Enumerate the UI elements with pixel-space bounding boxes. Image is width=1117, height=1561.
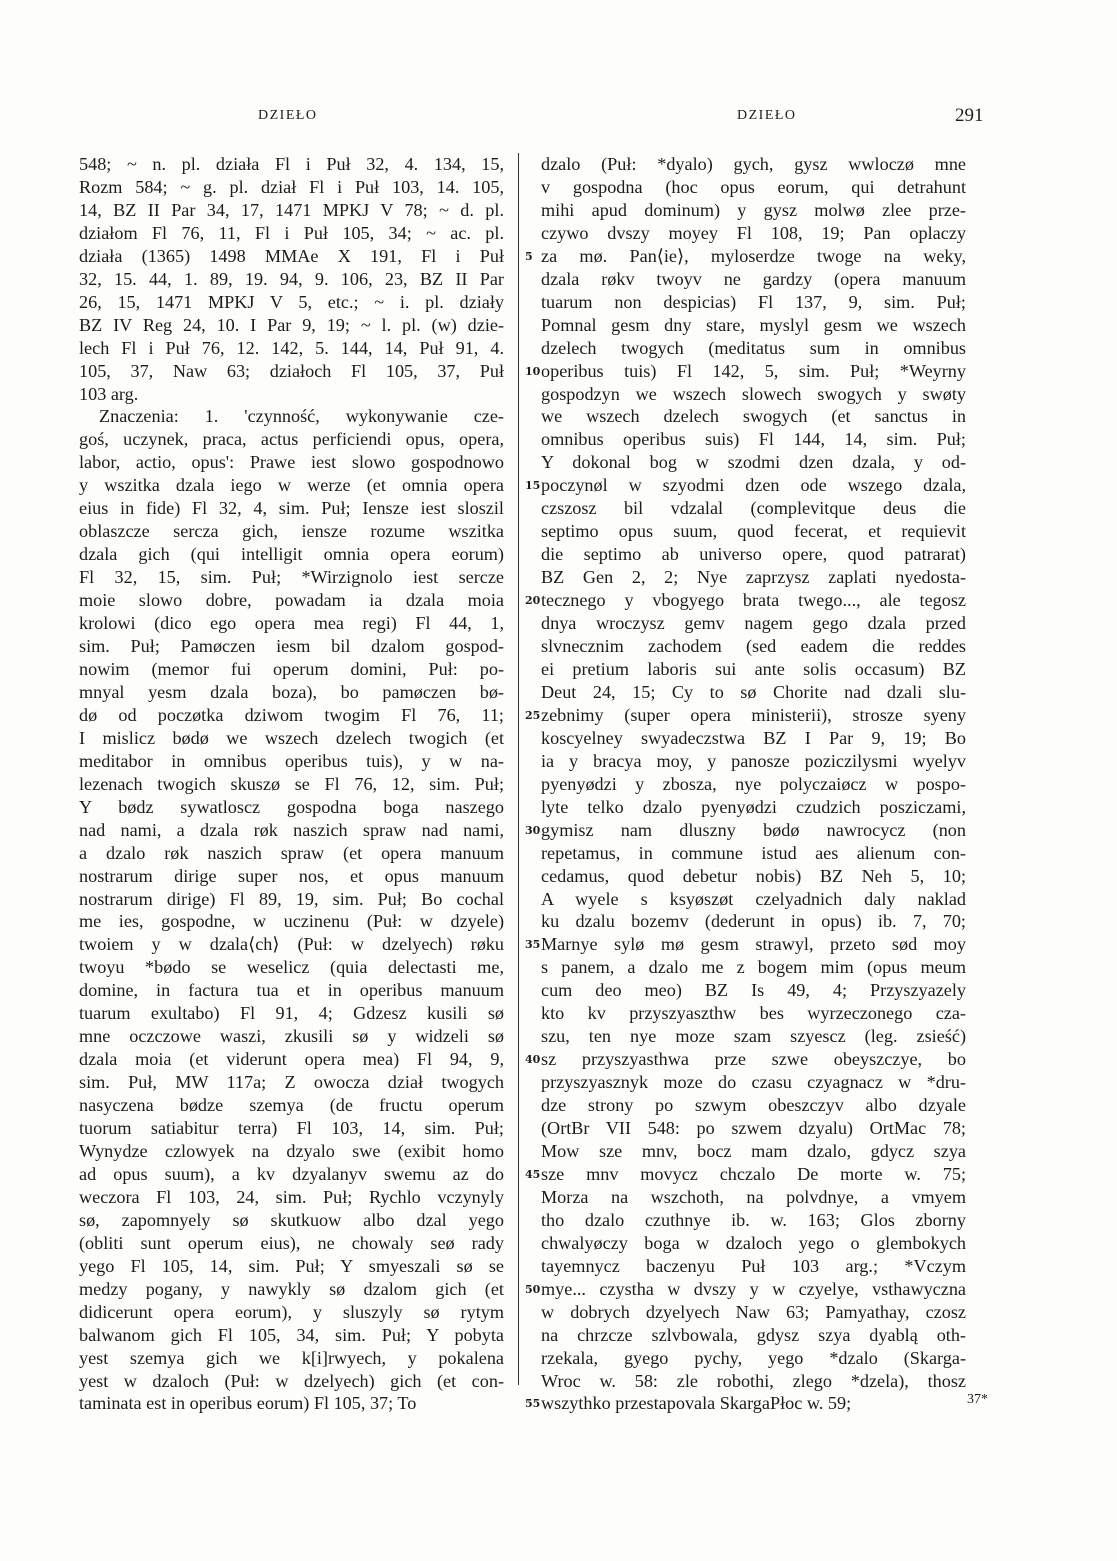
- text-line: me ies, gospodne, w uczinenu (Puł: w dzyele): [79, 911, 504, 932]
- text-line: dzala moia (et viderunt opera mea) Fl 94, 9,: [79, 1049, 504, 1070]
- running-head-left: DZIEŁO: [258, 108, 318, 123]
- text-line: tuorum satiabitur terra) Fl 103, 14, sim. Puł;: [79, 1118, 504, 1139]
- text-line: kto kv przyszyaszthw bes wyrzeczonego cza-: [541, 1003, 966, 1024]
- text-line: Wroc w. 58: zle robothi, zlego *dzela), thosz: [541, 1370, 966, 1391]
- text-line: dzala gich (qui intelligit omnia opera eorum): [79, 544, 504, 565]
- text-line: Morza na wszchoth, na polvdnye, a vmyem: [541, 1186, 966, 1207]
- text-line: ei pretium laboris sui ante solis occasum) BZ: [541, 658, 966, 679]
- printer-signature: 37*: [967, 1392, 988, 1407]
- text-line: za mø. Pan⟨ie⟩, myloserdze twoge na weky,: [541, 245, 966, 266]
- text-line: 103 arg.: [79, 383, 139, 404]
- text-line: tho dzalo czuthnye ib. w. 163; Glos zborny: [541, 1209, 966, 1230]
- line-number: 30: [525, 823, 541, 837]
- text-line: czywo dvszy moyey Fl 108, 19; Pan oplaczy: [541, 222, 966, 243]
- text-line: 14, BZ II Par 34, 17, 1471 MPKJ V 78; ~ d. pl.: [79, 199, 504, 220]
- text-line: dø od poczøtka dziwom twogim Fl 76, 11;: [79, 704, 504, 725]
- text-line: 26, 15, 1471 MPKJ V 5, etc.; ~ i. pl. działy: [79, 291, 504, 312]
- text-line: czszosz bil vdzalal (complevitque deus die: [541, 498, 966, 519]
- text-line: a dzalo røk naszich spraw (et opera manuum: [79, 842, 504, 863]
- text-line: 105, 37, Naw 63; działoch Fl 105, 37, Puł: [79, 360, 504, 381]
- text-line: na chrzcze szlvbowala, gdysz szya dyablą oth-: [541, 1324, 966, 1345]
- text-line: Marnye sylø mø gesm strawyl, przeto sød moy: [541, 934, 966, 955]
- text-line: A wyele s ksyøszøt czelyadnich daly naklad: [541, 888, 966, 909]
- text-line: y wszitka dzala iego w werze (et omnia opera: [79, 475, 504, 496]
- text-line: oblaszcze sercza gich, iensze rozume wszitka: [79, 521, 504, 542]
- text-line: Rozm 584; ~ g. pl. dział Fl i Puł 103, 14. 105,: [79, 176, 504, 197]
- text-line: mihi apud dominum) y gysz molwø zlee prze-: [541, 199, 966, 220]
- text-line: twoiem y w dzala⟨ch⟩ (Puł: w dzelyech) røku: [79, 934, 504, 955]
- text-line: zebnimy (super opera ministerii), strosze syeny: [541, 704, 966, 725]
- text-line: mye... czystha w dvszy y w czyelye, vsthawyczna: [541, 1278, 966, 1299]
- text-line: die septimo ab universo opere, quod patrarat): [541, 544, 966, 565]
- text-line: goś, uczynek, praca, actus perficiendi opus, opera,: [79, 429, 504, 450]
- text-line: repetamus, in commune istud aes alienum con-: [541, 842, 966, 863]
- line-number: 15: [525, 479, 541, 493]
- line-number: 35: [525, 938, 541, 952]
- text-line: rzekala, gyego pychy, yego *dzalo (Skarga-: [541, 1347, 966, 1368]
- text-line: dnya wroczysz gemv nagem gego dzala przed: [541, 613, 966, 634]
- text-line: eius in fide) Fl 32, 4, sim. Puł; Iensze iest sloszil: [79, 498, 504, 519]
- text-line: meditabor in omnibus operibus tuis), y w na-: [79, 750, 504, 771]
- text-line: Y dokonal bog w szodmi dzen dzala, y od-: [541, 452, 966, 473]
- text-line: pyenyødzi y zbosza, nye polyczaiøcz w pospo-: [541, 773, 966, 794]
- text-line: moie slowo dobre, powadam ia dzala moia: [79, 590, 504, 611]
- text-line: I mislicz bødø we wszech dzelech twogich (et: [79, 727, 504, 748]
- text-line: działom Fl 76, 11, Fl i Puł 105, 34; ~ ac. pl.: [79, 222, 504, 243]
- text-line: domine, in factura tua et in operibus manuum: [79, 980, 504, 1001]
- text-line: krolowi (dico ego opera mea regi) Fl 44, 1,: [79, 613, 504, 634]
- text-line: cedamus, quod debetur nobis) BZ Neh 5, 10;: [541, 865, 966, 886]
- text-line: operibus tuis) Fl 142, 5, sim. Puł; *Weyrny: [541, 360, 966, 381]
- text-line: yest szemya gich we k[i]rwyech, y pokalena: [79, 1347, 504, 1368]
- text-line: nasyczena bødze szemya (de fructu operum: [79, 1095, 504, 1116]
- line-number: 45: [525, 1167, 541, 1181]
- text-line: lech Fl i Puł 76, 12. 142, 5. 144, 14, Puł 91, 4.: [79, 337, 504, 358]
- line-number: 40: [525, 1053, 541, 1067]
- text-line: lyte telko dzalo pyenyødzi czudzich posziczami,: [541, 796, 966, 817]
- text-line: (obliti sunt operum eius), ne chowaly seø rady: [79, 1232, 504, 1253]
- text-line: s panem, a dzalo me z bogem mim (opus meum: [541, 957, 966, 978]
- text-line: gospodzyn we wszech slowech swogych y swøty: [541, 383, 966, 404]
- text-line: yest w dzaloch (Puł: w dzelyech) gich (et con-: [79, 1370, 504, 1391]
- text-line: Fl 32, 15, sim. Puł; *Wirzignolo iest sercze: [79, 567, 504, 588]
- text-line: sim. Puł, MW 117a; Z owocza dział twogych: [79, 1072, 504, 1093]
- text-line: 32, 15. 44, 1. 89, 19. 94, 9. 106, 23, BZ II Par: [79, 268, 504, 289]
- text-line: weczora Fl 103, 24, sim. Puł; Rychlo vczynyly: [79, 1186, 504, 1207]
- text-line: dze strony po szwym obeszczyv albo dzyale: [541, 1095, 966, 1116]
- text-line: ku dzalu bozemv (dederunt in opus) ib. 7, 70;: [541, 911, 966, 932]
- text-line: Pomnal gesm dny stare, myslyl gesm we wszech: [541, 314, 966, 335]
- running-head-right: DZIEŁO: [737, 108, 797, 123]
- text-line: tuarum non despicias) Fl 137, 9, sim. Puł;: [541, 291, 966, 312]
- text-line: BZ IV Reg 24, 10. I Par 9, 19; ~ l. pl. (w) dzie-: [79, 314, 504, 335]
- text-line: tecznego y vbogyego brata twego..., ale tegosz: [541, 590, 966, 611]
- text-line: sze mnv movycz chczalo De morte w. 75;: [541, 1163, 966, 1184]
- text-line: Deut 24, 15; Cy to sø Chorite nad dzali slu-: [541, 681, 966, 702]
- text-line: we wszech dzelech swogych (et sanctus in: [541, 406, 966, 427]
- text-line: ad opus suum), a kv dzyalanyv swemu az do: [79, 1163, 504, 1184]
- text-line: działa (1365) 1498 MMAe X 191, Fl i Puł: [79, 245, 504, 266]
- line-number: 25: [525, 708, 541, 722]
- text-line: chwalyøczy boga w dzaloch yego o glembokych: [541, 1232, 966, 1253]
- text-line: cum deo meo) BZ Is 49, 4; Przyszyazely: [541, 980, 966, 1001]
- text-line: tayemnycz baczenyu Puł 103 arg.; *Vczym: [541, 1255, 966, 1276]
- text-line: Wynydze czlowyek na dzyalo swe (exibit homo: [79, 1140, 504, 1161]
- text-line: w dobrych dzyelyech Naw 63; Pamyathay, czosz: [541, 1301, 966, 1322]
- text-line: balwanom gich Fl 105, 34, sim. Puł; Y pobyta: [79, 1324, 504, 1345]
- right-column: [541, 153, 966, 1415]
- text-line: tuarum exultabo) Fl 91, 4; Gdzesz kusili sø: [79, 1003, 504, 1024]
- text-line: lezenach twogich skuszø se Fl 76, 12, sim. Puł;: [79, 773, 504, 794]
- text-line: 548; ~ n. pl. działa Fl i Puł 32, 4. 134, 15,: [79, 154, 504, 174]
- text-line: didicerunt opera eorum), y sluszyly sø rytym: [79, 1301, 504, 1322]
- text-line: taminata est in operibus eorum) Fl 105, 37; To: [79, 1393, 417, 1414]
- text-line: sim. Puł; Pamøczen iesm bil dzalom gospod-: [79, 636, 504, 657]
- text-line: koscyelney swyadeczstwa BZ I Par 9, 19; Bo: [541, 727, 966, 748]
- text-line: (OrtBr VII 548: po szwem dzyalu) OrtMac 78;: [541, 1118, 966, 1139]
- line-number: 10: [525, 364, 541, 378]
- text-line: Znaczenia: 1. 'czynność, wykonywanie cze-: [99, 406, 504, 427]
- text-line: sø, zapomnyely sø skutkuow albo dzal yego: [79, 1209, 504, 1230]
- line-number: 55: [525, 1397, 541, 1411]
- text-line: sz przyszyasthwa prze szwe obeyszczye, bo: [541, 1049, 966, 1070]
- text-line: nad nami, a dzala røk naszich spraw nad nami,: [79, 819, 504, 840]
- text-line: medzy pogany, y nawykly sø dzalom gich (et: [79, 1278, 504, 1299]
- left-column: [79, 153, 504, 1415]
- text-line: BZ Gen 2, 2; Nye zaprzysz zaplati nyedosta-: [541, 567, 966, 588]
- page-number: 291: [955, 105, 984, 126]
- text-line: mnyal yesm dzala boza), bo pamøczen bø-: [79, 681, 504, 702]
- text-line: poczynøl w szyodmi dzen ode wszego dzala,: [541, 475, 966, 496]
- text-line: Y bødz sywatloscz gospodna boga naszego: [79, 796, 504, 817]
- text-line: dzalo (Puł: *dyalo) gych, gysz wwloczø mne: [541, 154, 966, 174]
- line-number: 5: [525, 249, 533, 263]
- text-line: wszythko przestapovala SkargaPłoc w. 59;: [541, 1393, 852, 1414]
- text-line: ia y bracya moy, y panosze poziczilysmi wyelyv: [541, 750, 966, 771]
- text-line: nowim (memor fui operum domini, Puł: po-: [79, 658, 504, 679]
- line-number: 50: [525, 1282, 541, 1296]
- text-line: Mow sze mnv, bocz mam dzalo, gdycz szya: [541, 1140, 966, 1161]
- text-line: omnibus operibus suis) Fl 144, 14, sim. Puł;: [541, 429, 966, 450]
- text-line: v gospodna (hoc opus eorum, qui detrahunt: [541, 176, 966, 197]
- text-line: nostrarum dirige) Fl 89, 19, sim. Puł; Bo cochal: [79, 888, 504, 909]
- text-line: dzelech twogych (meditatus sum in omnibus: [541, 337, 966, 358]
- line-number: 20: [525, 594, 541, 608]
- text-line: twoyu *bødo se weselicz (quia delectasti me,: [79, 957, 504, 978]
- text-line: przyszyasznyk moze do czasu czyagnacz w *dru-: [541, 1072, 966, 1093]
- text-line: nostrarum dirige super nos, et opus manuum: [79, 865, 504, 886]
- text-line: slvnecznim zachodem (sed eadem die reddes: [541, 636, 966, 657]
- text-line: szu, ten nye moze szam szyescz (leg. zsieść): [541, 1026, 966, 1047]
- text-line: gymisz nam dluszny bødø nawrocycz (non: [541, 819, 966, 840]
- text-line: septimo opus suum, quod fecerat, et requievit: [541, 521, 966, 542]
- text-line: dzala røkv twoyv ne gardzy (opera manuum: [541, 268, 966, 289]
- text-line: labor, actio, opus': Prawe iest slowo gospodnowo: [79, 452, 504, 473]
- text-line: mne oczczowe waszi, zkusili sø y widzeli sø: [79, 1026, 504, 1047]
- text-line: yego Fl 105, 14, sim. Puł; Y smyeszali sø se: [79, 1255, 504, 1276]
- column-divider: [518, 153, 519, 1385]
